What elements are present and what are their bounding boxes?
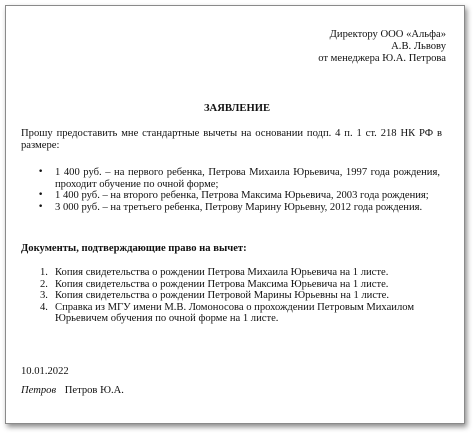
document-text: Копия свидетельства о рождении Петрова Максима Юрьевича на 1 листе.: [55, 278, 389, 290]
list-item: [38, 167, 440, 190]
list-item: [40, 279, 440, 291]
document-text: Копия свидетельства о рождении Петрова Михаила Юрьевича на 1 листе.: [55, 267, 389, 278]
handwritten-signature: Петров: [21, 385, 57, 396]
document-text: Копия свидетельства о рождении Петровой Марины Юрьевны на 1 листе.: [55, 290, 390, 301]
list-item: [40, 302, 440, 325]
deductions-list: [38, 167, 440, 213]
addressee-line-1: Директору ООО «Альфа»: [329, 29, 446, 40]
list-item: [40, 290, 440, 302]
deduction-text: 3 000 руб. – на третьего ребенка, Петрову Марину Юрьевну, 2012 года рождения.: [55, 201, 423, 213]
bullet-icon: •: [38, 190, 44, 200]
item-number: 1.: [40, 267, 48, 278]
addressee-block: [146, 29, 446, 65]
bullet-icon: •: [38, 201, 44, 212]
document-title: ЗАЯВЛЕНИЕ: [203, 103, 271, 114]
addressee-line-3: от менеджера Ю.А. Петрова: [318, 53, 446, 64]
document-text: Справка из МГУ имени М.В. Ломоносова о прохождении Петровым Михаилом Юрьевичем обучения по очной форме на 1 листе.: [55, 301, 415, 324]
item-number: 3.: [40, 290, 48, 301]
signature-block: [21, 385, 124, 397]
list-item: [40, 267, 440, 279]
document-date: 10.01.2022: [21, 366, 69, 377]
list-item: [38, 190, 440, 202]
documents-heading: Документы, подтверждающие право на вычет:: [21, 243, 247, 254]
addressee-line-2: А.В. Львову: [391, 41, 446, 52]
documents-list: [40, 267, 440, 325]
item-number: 4.: [40, 301, 48, 313]
deduction-text: 1 400 руб. – на второго ребенка, Петрова Максима Юрьевича, 2003 года рождения;: [55, 190, 429, 201]
deduction-text: 1 400 руб. – на первого ребенка, Петрова Михаила Юрьевича, 1997 года рождения, проходит обучение по очной форме;: [55, 167, 440, 190]
signer-name: Петров Ю.А.: [64, 385, 124, 396]
intro-paragraph: Прошу предоставить мне стандартные вычеты на основании подп. 4 п. 1 ст. 218 НК РФ в размере:: [21, 128, 442, 151]
list-item: [38, 202, 440, 214]
item-number: 2.: [40, 278, 48, 290]
bullet-icon: •: [38, 167, 44, 177]
